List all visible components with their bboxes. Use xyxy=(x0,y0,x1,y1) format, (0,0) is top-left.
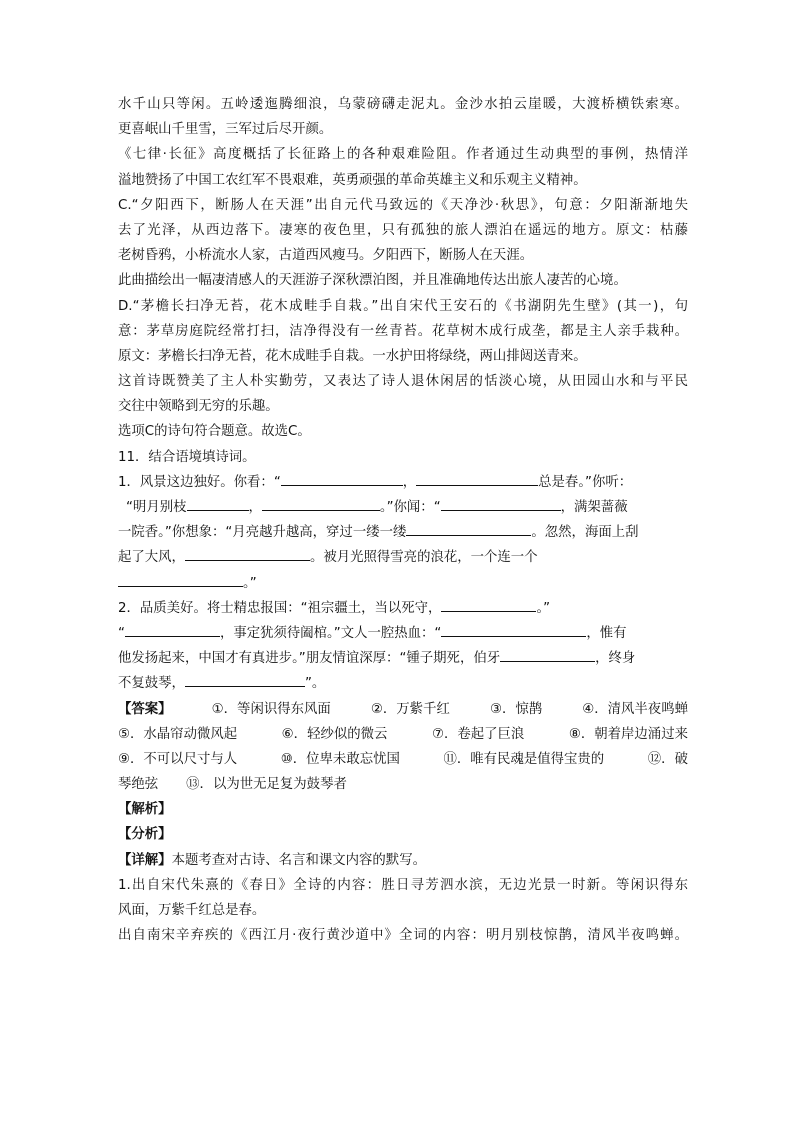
text-line: D.“茅檐长扫净无苔，花木成畦手自栽。”出自宋代王安石的《书湖阴先生壁》(其一)，句 xyxy=(118,298,688,314)
question-text: 。” xyxy=(243,575,257,591)
answer-row-1 xyxy=(118,697,688,722)
text-line: 老树昏鸦，小桥流水人家，古道西风瘦马。夕阳西下，断肠人在天涯。 xyxy=(118,248,534,264)
question-1-line-1 xyxy=(118,470,688,495)
question-text: ，终身 xyxy=(595,651,636,667)
fill-blank xyxy=(441,623,586,637)
analysis-subheading: 【分析】 xyxy=(118,827,172,843)
question-text: ，满架蔷薇 xyxy=(560,500,628,515)
question-text: “ xyxy=(118,625,125,641)
question-text: 1．风景这边独好。你看：“ xyxy=(118,474,281,490)
detail-line xyxy=(118,848,688,873)
text-line: 选项C的诗句符合题意。故选C。 xyxy=(118,424,311,440)
answer-item: ⑬．以为世无足复为鼓琴者 xyxy=(186,777,347,793)
fill-blank xyxy=(441,598,536,612)
question-text: 。” xyxy=(536,600,551,616)
answer-row-2 xyxy=(118,722,688,747)
question-text: ， xyxy=(402,474,417,490)
question-1-line-3 xyxy=(118,520,688,545)
text-line: 更喜岷山千里雪，三军过后尽开颜。 xyxy=(118,122,333,138)
fill-blank xyxy=(416,472,538,486)
answer-item: ⑦．卷起了巨浪 xyxy=(431,726,525,742)
text-line: 去了光泽，从西边落下。凄寒的夜色里，只有孤独的旅人漂泊在遥远的地方。原文：枯藤 xyxy=(118,222,688,238)
document-body xyxy=(118,92,688,948)
text-line: 《七律·长征》高度概括了长征路上的各种艰难险阻。作者通过生动典型的事例，热情洋 xyxy=(118,147,688,163)
fill-blank xyxy=(406,522,531,536)
question-2-line-4 xyxy=(118,671,688,696)
question-2-line-3 xyxy=(118,646,688,671)
detail-text: 本题考查对古诗、名言和课文内容的默写。 xyxy=(171,852,426,868)
fill-blank xyxy=(441,497,561,511)
answer-item: ⑪．唯有民魂是值得宝贵的 xyxy=(443,751,605,767)
answer-item: ⑫．破 xyxy=(647,751,688,767)
fill-blank xyxy=(118,573,243,587)
text-line: 溢地赞扬了中国工农红军不畏艰难，英勇顽强的革命英雄主义和乐观主义精神。 xyxy=(118,172,587,188)
question-text: 起了大风， xyxy=(118,550,185,566)
answer-item: ⑨．不可以尺寸与人 xyxy=(118,751,238,767)
question-text: 他发扬起来，中国才有真进步。”朋友情谊深厚：“锺子期死，伯牙 xyxy=(118,651,501,667)
question-text: 一院香。”你想象：“月亮越升越高，穿过一缕一缕 xyxy=(118,525,407,541)
answer-item: ⑤．水晶帘动微风起 xyxy=(118,726,238,742)
question-text: 总是春。”你听： xyxy=(538,474,633,490)
answer-row-4 xyxy=(118,772,688,797)
question-1-line-2 xyxy=(118,495,688,520)
question-2-line-1 xyxy=(118,596,688,621)
text-line: 交往中领略到无穷的乐趣。 xyxy=(118,399,279,415)
answer-item: ②．万紫千红 xyxy=(370,701,450,717)
fill-blank xyxy=(262,497,380,511)
question-1-line-4 xyxy=(118,545,688,570)
fill-blank xyxy=(500,648,595,662)
answer-item: ④．清风半夜鸣蝉 xyxy=(582,701,688,717)
answer-item: ③．惊鹊 xyxy=(489,701,543,717)
question-text: ”。 xyxy=(304,676,326,692)
fill-blank xyxy=(187,497,249,511)
question-text: 。被月光照得雪亮的浪花，一个连一个 xyxy=(309,550,538,566)
text-line: 风面，万紫千红总是春。 xyxy=(118,903,266,918)
answer-item: ①．等闲识得东风面 xyxy=(211,701,331,717)
text-line: 原文：茅檐长扫净无苔，花木成畦手自栽。一水护田将绿绕，两山排闼送青来。 xyxy=(118,348,587,364)
question-text: 2．品质美好。将士精忠报国：“祖宗疆土，当以死守， xyxy=(118,600,442,616)
fill-blank xyxy=(185,547,310,561)
analysis-heading: 【解析】 xyxy=(118,802,172,818)
fill-blank xyxy=(281,472,403,486)
text-line: 这首诗既赞美了主人朴实勤劳，又表达了诗人退休闲居的恬淡心境，从田园山水和与平民 xyxy=(118,374,688,390)
question-text: ，惟有 xyxy=(586,625,627,641)
question-heading: 11．结合语境填诗词。 xyxy=(118,449,256,465)
text-line: 此曲描绘出一幅凄清感人的天涯游子深秋漂泊图，并且准确地传达出旅人凄苦的心境。 xyxy=(118,273,627,289)
question-1-line-5 xyxy=(118,571,688,596)
answer-item: 琴绝弦 xyxy=(118,777,159,793)
answer-item: ⑧．朝着岸边涌过来 xyxy=(568,726,688,742)
text-line: 1.出自宋代朱熹的《春日》全诗的内容：胜日寻芳泗水滨，无边光景一时新。等闲识得东 xyxy=(118,877,688,893)
question-text: 。忽然，海面上刮 xyxy=(531,525,639,541)
text-line: 出自南宋辛弃疾的《西江月·夜行黄沙道中》全词的内容：明月别枝惊鹊，清风半夜鸣蝉。 xyxy=(118,928,688,944)
answer-label: 【答案】 xyxy=(118,701,172,717)
question-text: ，事定犹须待阖棺。”文人一腔热血：“ xyxy=(219,625,442,641)
fill-blank xyxy=(185,673,305,687)
question-text: ， xyxy=(248,500,262,515)
question-text: “明月别枝 xyxy=(126,500,187,515)
answer-item: ⑥．轻纱似的微云 xyxy=(281,726,388,742)
question-2-line-2 xyxy=(118,621,688,646)
fill-blank xyxy=(125,623,220,637)
text-line: 水千山只等闲。五岭逶迤腾细浪，乌蒙磅礴走泥丸。金沙水拍云崖暖，大渡桥横铁索寒。 xyxy=(118,97,688,112)
answer-item: ⑩．位卑未敢忘忧国 xyxy=(280,751,400,767)
question-text: 不复鼓琴， xyxy=(118,676,185,692)
answer-row-3 xyxy=(118,747,688,772)
question-text: 。”你闻：“ xyxy=(379,500,441,515)
detail-label: 【详解】 xyxy=(118,852,172,868)
text-line: 意：茅草房庭院经常打扫，洁净得没有一丝青苔。花草树木成行成垄，都是主人亲手栽种。 xyxy=(118,323,688,339)
text-line: C.“夕阳西下，断肠人在天涯”出自元代马致远的《天净沙·秋思》，句意：夕阳渐渐地失 xyxy=(118,197,688,213)
